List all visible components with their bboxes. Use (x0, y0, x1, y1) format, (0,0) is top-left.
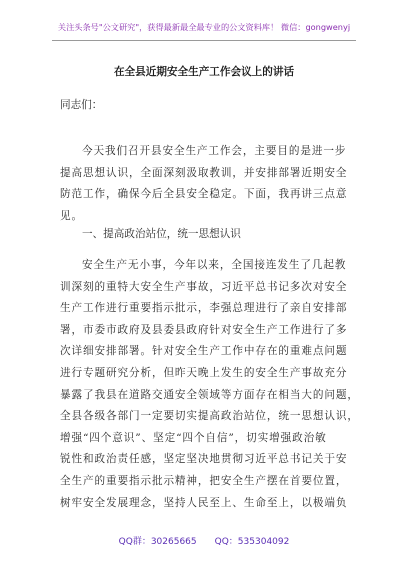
section-heading-1: 一、提高政治站位，统一思想认识 (82, 228, 241, 240)
footer-qq: QQ：535304092 (214, 537, 290, 547)
header-note: 关注头条号"公文研究"，获得最新最全最专业的公文资料库！ 微信：gongwenyj (57, 22, 351, 32)
paragraph-line: 锐性和政治责任感，坚定坚决地贯彻习近平总书记关于安 (60, 453, 348, 466)
paragraph-line: 暴露了我县在道路交通安全领域等方面存在相当大的问题， (60, 388, 359, 401)
paragraph-section-1 (60, 255, 359, 514)
paragraph-line: 见。 (60, 209, 83, 222)
paragraph-line: 提高思想认识，全面深刻汲取教训，并安排部署近期安全 (60, 166, 348, 179)
paragraph-line: 全县各级各部门一定要切实提高政治站位，统一思想认识， (60, 410, 359, 423)
paragraph-line: 训深刻的重特大安全生产事故，习近平总书记多次对安全 (60, 280, 348, 293)
footer-qq-group: QQ群：30265665 (118, 537, 197, 547)
document-title: 在全县近期安全生产工作会议上的讲话 (113, 66, 295, 78)
paragraph-line: 树牢安全发展理念，坚持人民至上、生命至上，以极端负 (60, 496, 348, 509)
salutation: 同志们： (60, 99, 103, 111)
paragraph-line: 次详细安排部署。针对安全生产工作中存在的重难点问题 (60, 345, 348, 358)
footer-contact (0, 534, 408, 547)
paragraph-line: 今天我们召开县安全生产工作会，主要目的是进一步 (82, 145, 347, 157)
paragraph-line: 署，市委市政府及县委县政府针对安全生产工作进行了多 (60, 323, 348, 336)
header-divider (52, 40, 356, 41)
paragraph-line: 生产工作进行重要指示批示，李强总理进行了亲自安排部 (60, 302, 348, 315)
paragraph-line: 安全生产无小事，今年以来，全国接连发生了几起教 (82, 259, 347, 271)
paragraph-line: 防范工作，确保今后全县安全稳定。下面，我再讲三点意 (60, 188, 348, 201)
paragraph-line: 全生产的重要指示批示精神，把安全生产摆在首要位置， (60, 474, 348, 487)
paragraph-line: 增强“四个意识”、坚定“四个自信”，切实增强政治敏 (60, 431, 327, 444)
paragraph-line: 进行专题研究分析，但昨天晚上发生的安全生产事故充分 (60, 366, 348, 379)
paragraph-intro (60, 141, 347, 227)
